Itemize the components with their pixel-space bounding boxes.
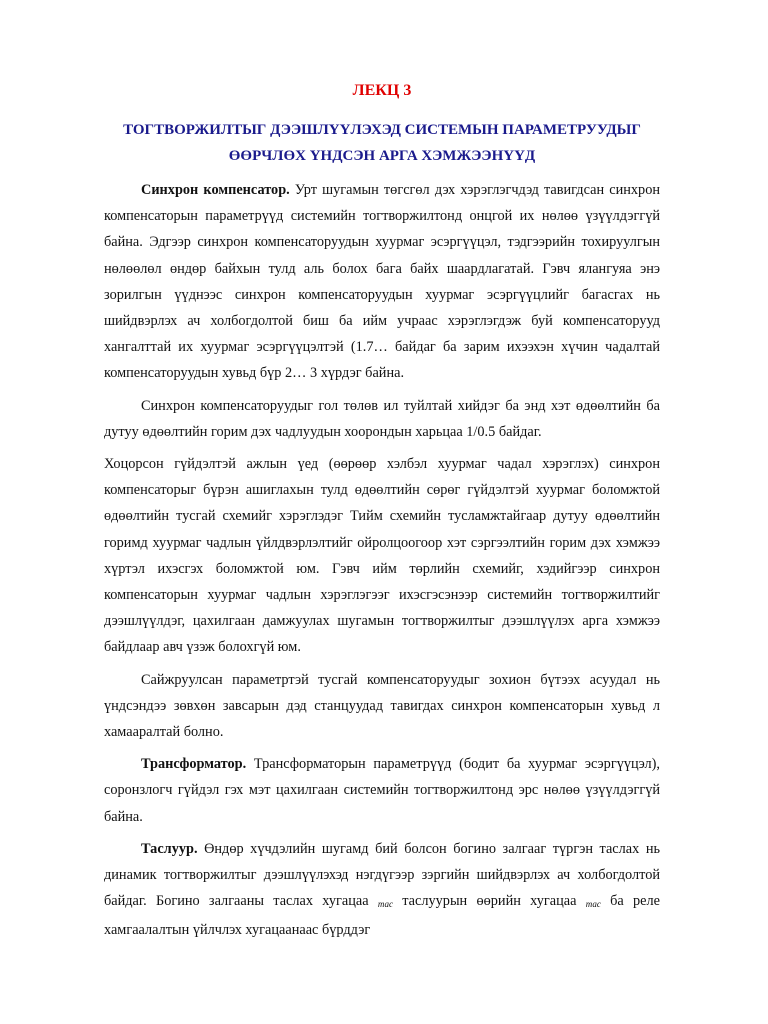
subscript-label: тас — [377, 899, 393, 910]
paragraph-transformer — [104, 751, 660, 830]
paragraph-improved-compensators — [104, 667, 660, 746]
paragraph-text: Синхрон компенсаторуудыг гол төлөв ил туйлтай хийдэг ба энд хэт өдөөлтийн ба дутуу өдөөлтийн горим дэх чадлуудын хоорондын харьцаа 1/0.5 байдаг. — [104, 397, 660, 440]
section-title-line-1: ТОГТВОРЖИЛТЫГ ДЭЭШЛҮҮЛЭХЭД СИСТЕМЫН ПАРАМЕТРУУДЫГ — [123, 122, 641, 138]
paragraph-text: таслуурын өөрийн хугацаа — [392, 893, 586, 910]
paragraph-lead: Трансформатор. — [141, 756, 247, 773]
paragraph-circuit-breaker — [104, 836, 660, 944]
lecture-title: ЛЕКЦ 3 — [352, 82, 412, 99]
section-title-line-2: ӨӨРЧЛӨХ ҮНДСЭН АРГА ХЭМЖЭЭНҮҮД — [228, 148, 536, 164]
paragraph-lead: Синхрон компенсатор. — [141, 182, 290, 198]
paragraph-text: ба реле хамгаалалтын үйлчлэх хугацаанаас бүрддэг — [104, 893, 661, 939]
paragraph-text: Сайжруулсан параметртэй тусгай компенсаторуудыг зохион бүтээх асуудал нь үндсэндээ зөвхөн завсарын дэд станцуудад тавигдах синхрон компенсаторын хувьд л хамааралтай болно. — [104, 671, 660, 741]
paragraph-synchronous-compensator — [104, 177, 660, 387]
document-page — [104, 80, 660, 950]
paragraph-text: Трансформаторын параметрүүд (бодит ба хуурмаг эсэргүүцэл), соронзлогч гүйдэл гэх мэт цахилгаан системийн тогтворжилтонд эрс нөлөө үзүүлдэггүй байна. — [104, 756, 660, 825]
paragraph-salient-pole — [104, 393, 660, 445]
paragraph-text: Хоцорсон гүйдэлтэй ажлын үед (өөрөөр хэлбэл хуурмаг чадал хэрэглэх) синхрон компенсаторыг бүрэн ашиглахын тулд өдөөлтийн сөрөг гүйдэлтэй хуурмаг боломжтой өдөөлтийн тусгай схемийг хэрэглэдэг Тийм схемийн тусламжтайгаар дутуу өдөөлтийн горимд хуурмаг чадлын үйлдвэрлэлтийг ойролцоогоор хэт сэргээлтийн горим дэх хэмжээ хүртэл ихэсгэх боломжтой юм. Гэвч ийм төрлийн схемийг, хэдийгээр синхрон компенсаторын хуурмаг чадлын хэрэглэгээг ихэсгэсэнээр системийн тогтворжилтийг дээшлүүлдэг, цахилгаан дамжуулах шугамын тогтворжилтыг дээшлүүлэх арга хэмжээ байдлаар авч үзэж болохгүй юм. — [104, 456, 660, 656]
paragraph-lagging-current — [104, 451, 660, 661]
section-title — [104, 117, 660, 169]
paragraph-lead: Таслуур. — [141, 840, 198, 857]
paragraph-text: Урт шугамын төгсгөл дэх хэрэглэгчдэд тавигдсан синхрон компенсаторын параметрүүд системийн тогтворжилтонд онцгой их нөлөө үзүүлдэггүй байна. Эдгээр синхрон компенсаторуудын хуурмаг эсэргүүцэл, тэдгээрийн тохируулгын нөлөөлөл өндөр байхын тулд аль болох бага байх шаардлагатай. Гэвч ялангуяа энэ зорилгын үүднээс синхрон компенсаторуудын хуурмаг эсэргүүцлийг багасгах нь шийдвэрлэх ач холбогдолтой биш ба ийм учраас хэрэглэгдэж буй компенсаторууд хангалттай их хуурмаг эсэргүүцэлтэй (1.7… байдаг ба зарим ихээхэн хүчин чадалтай компенсаторуудын хувьд бүр 2… 3 хүрдэг байна. — [104, 182, 660, 382]
paragraph-text: Өндөр хүчдэлийн шугамд бий болсон богино залгааг түргэн таслах нь динамик тогтворжилтыг дээшлүүлэхэд нэгдүгээр зэргийн шийдвэрлэх ач холбогдолтой байдаг. Богино залгааны таслах хугацаа — [104, 840, 660, 910]
subscript-label: тас — [585, 899, 601, 910]
